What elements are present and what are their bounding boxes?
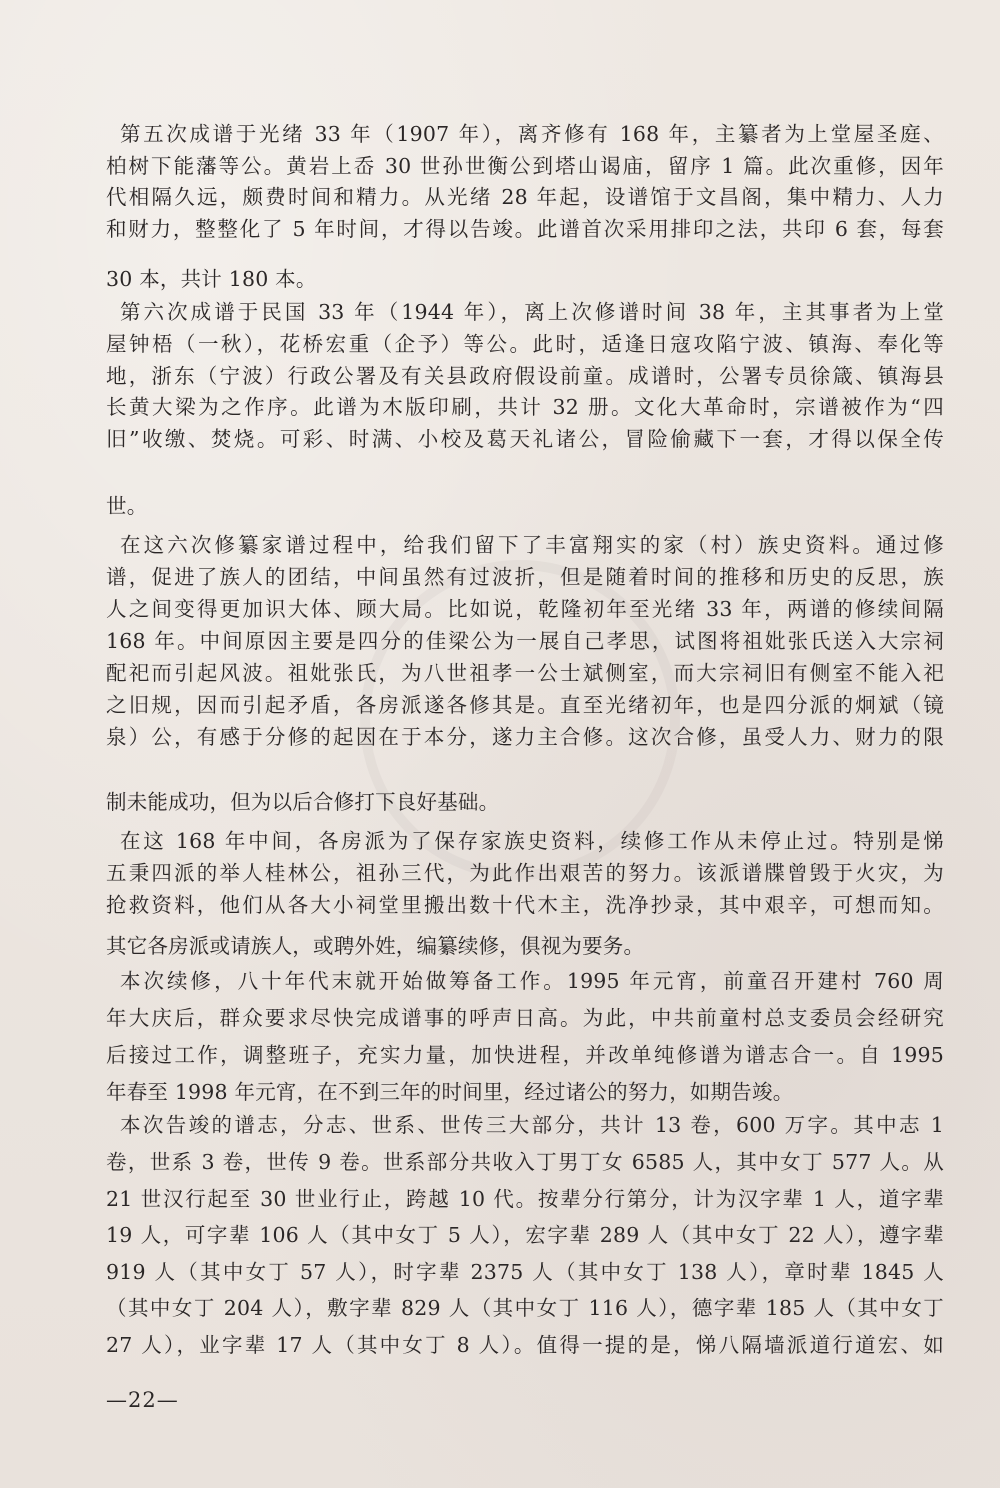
text-line: 年春至 1998 年元宵，在不到三年的时间里，经过诸公的努力，如期告竣。 bbox=[106, 1080, 794, 1104]
text-line: 制未能成功，但为以后合修打下良好基础。 bbox=[106, 790, 500, 814]
text-line: 配祀而引起风波。祖妣张氏，为八世祖孝一公士斌侧室，而大宗祠旧有侧室不能入祀 bbox=[106, 661, 944, 685]
text-line: 抢救资料，他们从各大小祠堂里搬出数十代木主，洗净抄录，其中艰辛，可想而知。 bbox=[106, 893, 944, 917]
text-line: 世。 bbox=[106, 494, 148, 518]
text-line: 人之间变得更加识大体、顾大局。比如说，乾隆初年至光绪 33 年，两谱的修续间隔 bbox=[106, 597, 944, 621]
text-line: 本次告竣的谱志，分志、世系、世传三大部分，共计 13 卷，600 万字。其中志 1 bbox=[120, 1113, 944, 1137]
text-line: 年大庆后，群众要求尽快完成谱事的呼声日高。为此，中共前童村总支委员会经研究 bbox=[106, 1006, 944, 1030]
text-line: 在这六次修纂家谱过程中，给我们留下了丰富翔实的家（村）族史资料。通过修 bbox=[120, 533, 944, 557]
text-line: 代相隔久远，颇费时间和精力。从光绪 28 年起，设谱馆于文昌阁，集中精力、人力 bbox=[106, 185, 944, 209]
text-line: 30 本，共计 180 本。 bbox=[106, 267, 317, 291]
text-line: 之旧规，因而引起矛盾，各房派遂各修其是。直至光绪初年，也是四分派的炯斌（镜 bbox=[106, 693, 944, 717]
text-line: 地，浙东（宁波）行政公署及有关县政府假设前童。成谱时，公署专员徐箴、镇海县 bbox=[106, 364, 944, 388]
text-line: 21 世汉行起至 30 世业行止，跨越 10 代。按辈分行第分，计为汉字辈 1 人，道字辈 bbox=[106, 1187, 944, 1211]
text-line: 在这 168 年中间，各房派为了保存家族史资料，续修工作从未停止过。特别是悌 bbox=[120, 829, 944, 853]
text-line: 其它各房派或请族人，或聘外姓，编纂续修，俱视为要务。 bbox=[106, 934, 645, 958]
text-line: 本次续修，八十年代末就开始做筹备工作。1995 年元宵，前童召开建村 760 周 bbox=[120, 969, 944, 993]
page-number: —22— bbox=[106, 1388, 179, 1412]
text-line: 谱，促进了族人的团结，中间虽然有过波折，但是随着时间的推移和历史的反思，族 bbox=[106, 565, 944, 589]
text-line: 柏树下能藩等公。黄岩上岙 30 世孙世衡公到塔山谒庙，留序 1 篇。此次重修，因年 bbox=[106, 154, 944, 178]
text-line: 后接过工作，调整班子，充实力量，加快进程，并改单纯修谱为谱志合一。自 1995 bbox=[106, 1043, 944, 1067]
text-line: 长黄大梁为之作序。此谱为木版印刷，共计 32 册。文化大革命时，宗谱被作为“四 bbox=[106, 395, 944, 419]
text-line: 168 年。中间原因主要是四分的佳梁公为一展自己孝思，试图将祖妣张氏送入大宗祠 bbox=[106, 629, 944, 653]
text-line: 泉）公，有感于分修的起因在于本分，遂力主合修。这次合修，虽受人力、财力的限 bbox=[106, 725, 944, 749]
text-line: 屋钟梧（一秋），花桥宏重（企予）等公。此时，适逢日寇攻陷宁波、镇海、奉化等 bbox=[106, 332, 944, 356]
text-line: 919 人（其中女丁 57 人），时字辈 2375 人（其中女丁 138 人），章时辈 1845 人 bbox=[106, 1260, 944, 1284]
text-line: 五秉四派的举人桂林公，祖孙三代，为此作出艰苦的努力。该派谱牒曾毁于火灾，为 bbox=[106, 861, 944, 885]
text-line: 27 人），业字辈 17 人（其中女丁 8 人）。值得一提的是，悌八隔墙派道行道宏、如 bbox=[106, 1333, 944, 1357]
text-line: （其中女丁 204 人），敷字辈 829 人（其中女丁 116 人），德字辈 185 人（其中女丁 bbox=[106, 1296, 944, 1320]
text-line: 旧”收缴、焚烧。可彩、时满、小校及葛天礼诸公，冒险偷藏下一套，才得以保全传 bbox=[106, 427, 944, 451]
text-line: 第五次成谱于光绪 33 年（1907 年），离齐修有 168 年，主纂者为上堂屋圣庭、 bbox=[120, 122, 944, 146]
text-line: 和财力，整整化了 5 年时间，才得以告竣。此谱首次采用排印之法，共印 6 套，每套 bbox=[106, 217, 944, 241]
text-line: 第六次成谱于民国 33 年（1944 年），离上次修谱时间 38 年，主其事者为上堂 bbox=[120, 300, 944, 324]
text-line: 19 人，可字辈 106 人（其中女丁 5 人），宏字辈 289 人（其中女丁 22 人），遵字辈 bbox=[106, 1223, 944, 1247]
text-line: 卷，世系 3 卷，世传 9 卷。世系部分共收入丁男丁女 6585 人，其中女丁 577 人。从 bbox=[106, 1150, 944, 1174]
